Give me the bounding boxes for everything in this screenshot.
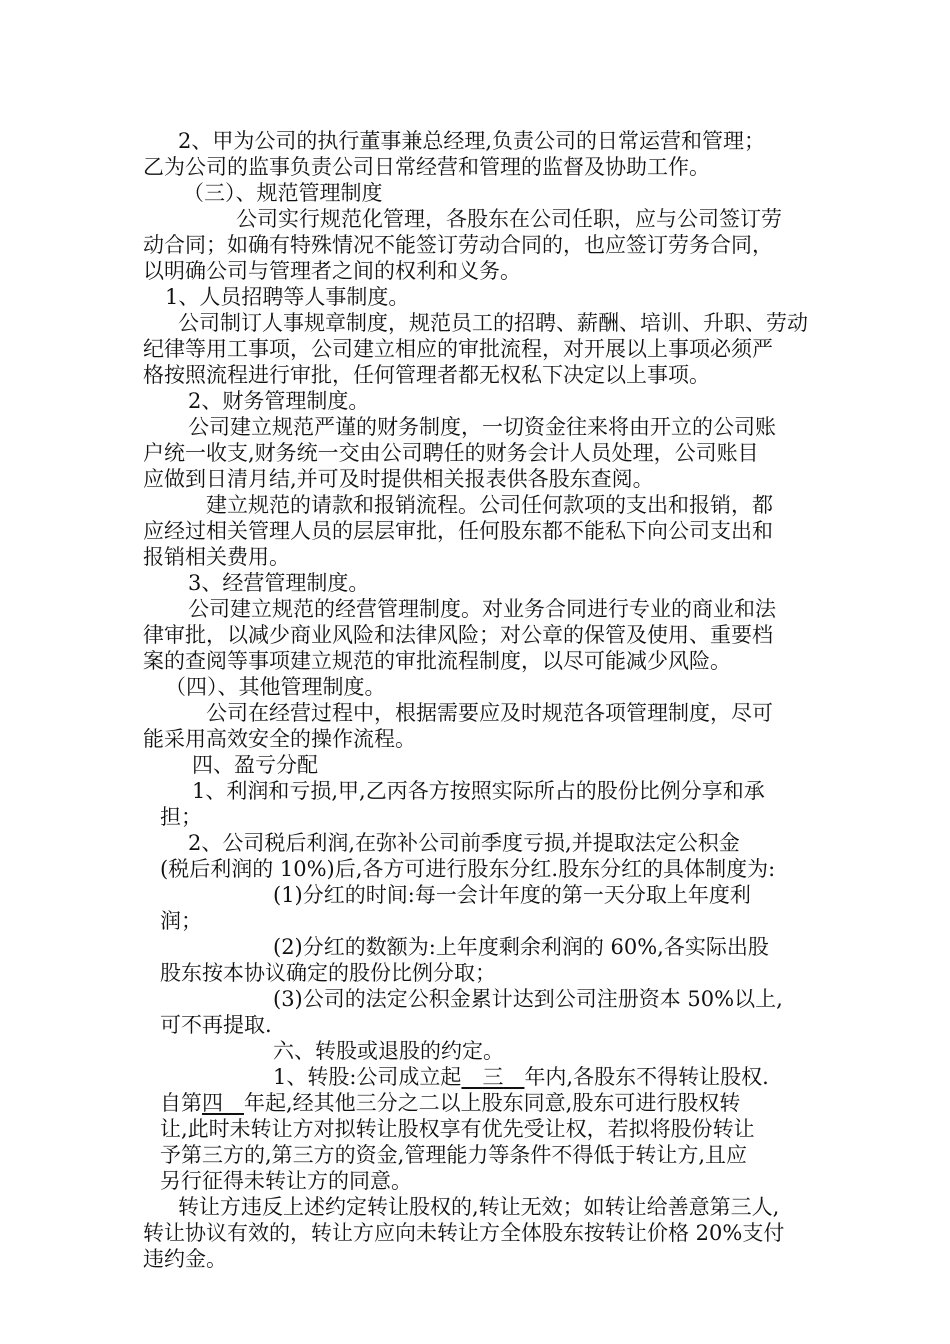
para-line: 律审批，以减少商业风险和法律风险；对公章的保管及使用、重要档 [143, 623, 773, 647]
blank-years-field: 三 [482, 1065, 504, 1089]
para-line: 可不再提取. [160, 1013, 272, 1037]
para-line: 违约金。 [143, 1247, 227, 1271]
para-line: 公司建立规范的经营管理制度。对业务合同进行专业的商业和法 [188, 597, 776, 621]
para-line: 股东按本协议确定的股份比例分取； [160, 961, 496, 985]
para-line: 1、利润和亏损,甲,乙丙各方按照实际所占的股份比例分享和承 [192, 779, 765, 803]
para-line: 润； [160, 909, 202, 933]
para-line: (税后利润的 10%)后,各方可进行股东分红.股东分红的具体制度为: [160, 857, 776, 881]
para-line: 公司在经营过程中，根据需要应及时规范各项管理制度，尽可 [206, 701, 773, 725]
para-line: 担； [160, 805, 202, 829]
para-line: 公司制订人事规章制度，规范员工的招聘、薪酬、培训、升职、劳动 [178, 311, 808, 335]
section-heading: 四、盈亏分配 [192, 753, 318, 777]
transfer-text: 自第 [160, 1091, 202, 1115]
para-line: 予第三方的,第三方的资金,管理能力等条件不得低于转让方,且应 [160, 1143, 748, 1167]
para-line: 纪律等用工事项，公司建立相应的审批流程，对开展以上事项必须严 [143, 337, 773, 361]
para-line: 户统一收支,财务统一交由公司聘任的财务会计人员处理，公司账目 [143, 441, 759, 465]
para-line: 能采用高效安全的操作流程。 [143, 727, 416, 751]
para-line: 转让方违反上述约定转让股权的,转让无效；如转让给善意第三人, [178, 1195, 780, 1219]
para-line: 应做到日清月结,并可及时提供相关报表供各股东查阅。 [143, 467, 654, 491]
list-item: (2)分红的数额为:上年度剩余利润的 60%,各实际出股 [273, 935, 769, 959]
para-line: 转让协议有效的，转让方应向未转让方全体股东按转让价格 20%支付 [143, 1221, 785, 1245]
para-line: 2、公司税后利润,在弥补公司前季度亏损,并提取法定公积金 [188, 831, 740, 855]
para-line: 公司实行规范化管理，各股东在公司任职，应与公司签订劳 [236, 207, 782, 231]
section-heading: （四）、其他管理制度。 [165, 675, 386, 699]
subsection-heading: 2、财务管理制度。 [188, 389, 370, 413]
subsection-heading: 1、人员招聘等人事制度。 [165, 285, 410, 309]
section-heading: 六、转股或退股的约定。 [273, 1039, 504, 1063]
para-line: 2、甲为公司的执行董事兼总经理,负责公司的日常运营和管理； [178, 129, 766, 153]
transfer-text: 年起,经其他三分之二以上股东同意,股东可进行股权转 [244, 1091, 741, 1115]
list-item: (1)分红的时间:每一会计年度的第一天分取上年度利 [273, 883, 751, 907]
transfer-text: 1、转股:公司成立起 [273, 1065, 462, 1089]
para-line: 乙为公司的监事负责公司日常经营和管理的监督及协助工作。 [143, 155, 710, 179]
para-line [160, 1090, 740, 1116]
para-line: 动合同；如确有特殊情况不能签订劳动合同的，也应签订劳务合同， [143, 233, 773, 257]
para-line: 建立规范的请款和报销流程。公司任何款项的支出和报销，都 [206, 493, 773, 517]
section-heading: （三）、规范管理制度 [183, 181, 383, 205]
para-line: 格按照流程进行审批，任何管理者都无权私下决定以上事项。 [143, 363, 710, 387]
para-line: 另行征得未转让方的同意。 [160, 1169, 412, 1193]
para-line: 公司建立规范严谨的财务制度，一切资金往来将由开立的公司账 [188, 415, 776, 439]
list-item: (3)公司的法定公积金累计达到公司注册资本 50%以上, [273, 987, 783, 1011]
para-line: 应经过相关管理人员的层层审批，任何股东都不能私下向公司支出和 [143, 519, 773, 543]
para-line: 让,此时未转让方对拟转让股权享有优先受让权，若拟将股份转让 [160, 1117, 755, 1141]
para-line: 以明确公司与管理者之间的权利和义务。 [143, 259, 521, 283]
transfer-text: 年内,各股东不得转让股权. [524, 1065, 769, 1089]
subsection-heading: 3、经营管理制度。 [188, 571, 370, 595]
para-line: 报销相关费用。 [143, 545, 290, 569]
blank-year-field: 四 [202, 1091, 223, 1115]
para-line: 案的查阅等事项建立规范的审批流程制度，以尽可能减少风险。 [143, 649, 731, 673]
para-line [273, 1064, 769, 1090]
